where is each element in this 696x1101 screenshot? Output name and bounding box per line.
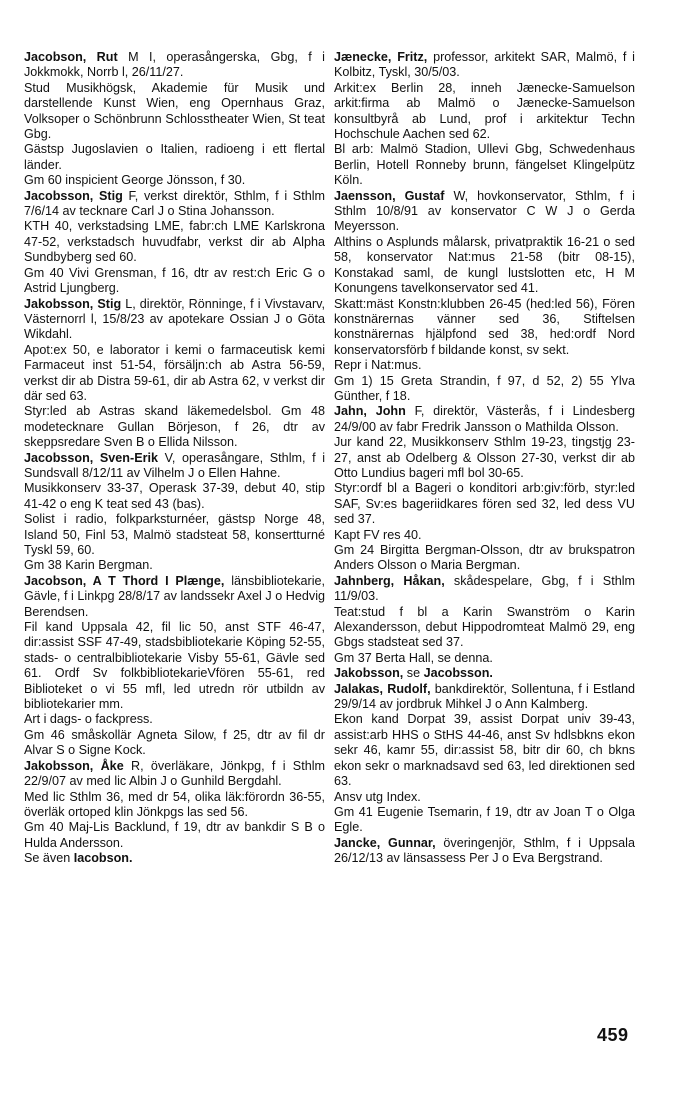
entry-lead-line <box>334 574 635 605</box>
entry-summary: F, verkst direktör, Sthlm, f i Sthlm 7/6/14 av tecknare Carl J o Stina Johansson. <box>24 188 325 219</box>
cross-ref-prefix: Se även <box>24 851 74 866</box>
entry-paragraph: Art i dags- o fackpress. <box>24 712 153 727</box>
entry-summary: M I, operasångerska, Gbg, f i Jokkmokk, Norrb l, 26/11/27. <box>24 50 325 80</box>
biography-entry <box>24 851 325 866</box>
biography-entry <box>334 189 635 405</box>
biography-entry <box>334 682 635 836</box>
entry-paragraph: KTH 40, verkstadsing LME, fabr:ch LME Karlskrona 47-52, verkstadsch huvudfabr, verkst dir ab Alpha Sundbyberg sed 60. <box>24 219 325 265</box>
biography-entry <box>24 297 325 451</box>
biography-entry <box>24 451 325 574</box>
entry-paragraph: Gm 1) 15 Greta Strandin, f 97, d 52, 2) 55 Ylva Günther, f 18. <box>334 373 635 403</box>
entry-paragraph: Fil kand Uppsala 42, fil lic 50, anst STF 46-47, dir:assist SSF 47-49, stadsbibliotekarie Köping 52-55, stads- o centralbibliotekarie Visby 55-61, Gävle sed 61. Ordf Sv folkbibliotekarieVfören 55-61, red Biblioteket o vi 55 mfl, led utredn rör utbildn av bibliotekarier mm. <box>24 620 325 712</box>
entry-lead-line <box>24 851 325 866</box>
entry-paragraph: Arkit:ex Berlin 28, inneh Jænecke-Samuelson arkit:firma ab Malmö o Jænecke-Samuelson konsultbyrå ab Lund, prof i arkitektur Techn Hochschule Aachen sed 62. <box>334 80 635 142</box>
entry-headword: Jakobsson, Åke <box>24 758 124 773</box>
entry-paragraph: Ansv utg Index. <box>334 789 421 804</box>
entry-headword: Jahnberg, Håkan, <box>334 573 445 588</box>
entry-lead-line <box>24 759 325 790</box>
entry-headword: Jænecke, Fritz, <box>334 50 428 64</box>
entry-lead-line <box>24 297 325 343</box>
entry-paragraph: Musikkonserv 33-37, Operask 37-39, debut 40, stip 41-42 o eng K teat sed 43 (bas). <box>24 481 325 511</box>
biography-entry <box>24 759 325 851</box>
entry-lead-line <box>334 404 635 435</box>
entry-headword: Jancke, Gunnar, <box>334 835 436 850</box>
entry-lead-line <box>24 50 325 81</box>
entry-headword: Jakobsson, <box>334 666 404 681</box>
entry-summary: professor, arkitekt SAR, Malmö, f i Kolbitz, Tyskl, 30/5/03. <box>334 50 635 80</box>
cross-ref-target: Jacobsson. <box>423 666 493 681</box>
entry-paragraph: Bl arb: Malmö Stadion, Ullevi Gbg, Schwedenhaus Berlin, Hotell Ronneby brunn, fängelset Klingelpütz Köln. <box>334 142 635 188</box>
entry-paragraph: Jur kand 22, Musikkonserv Sthlm 19-23, tingstjg 23-27, anst ab Odelberg & Olsson 27-30, verkst dir ab Otto Lundius bageri mfl bol 30-65. <box>334 435 635 480</box>
entry-paragraph: Gm 60 inspicient George Jönsson, f 30. <box>24 173 246 188</box>
entry-paragraph: Solist i radio, folkparksturnéer, gästsp Norge 48, Island 50, Finl 53, Malmö stadsteat 58, konsertturné Tyskl 59, 60. <box>24 512 325 557</box>
entry-paragraph: Ekon kand Dorpat 39, assist Dorpat univ 39-43, assist:arb HHS o StHS 44-46, anst Sv hdlsbkns ekon sekr 46, kamr 55, dir:assist 58, bitr dir 60, ch bkns ekon sekr o marknadsavd sed 63, led direktionen sed 63. <box>334 712 635 789</box>
biography-entry <box>334 50 635 189</box>
entry-headword: Jaensson, Gustaf <box>334 188 445 203</box>
entry-paragraph: Teat:stud f bl a Karin Swanström o Karin Alexandersson, debut Hippodromteat Malmö 29, eng Gbgs stadsteat sed 37. <box>334 604 635 650</box>
right-column <box>334 50 635 867</box>
entry-headword: Jacobson, Rut <box>24 50 118 64</box>
entry-lead-line <box>334 189 635 235</box>
biography-entry <box>24 50 325 189</box>
entry-summary: överingenjör, Sthlm, f i Uppsala 26/12/13 av länsassess Per J o Eva Bergstrand. <box>334 835 635 866</box>
entry-headword: Jakobsson, Stig <box>24 296 122 311</box>
entry-headword: Jacobsson, Stig <box>24 188 123 203</box>
page-number: 459 <box>597 1025 629 1045</box>
entry-paragraph: Gm 38 Karin Bergman. <box>24 558 153 573</box>
entry-lead-line <box>334 682 635 713</box>
entry-summary: länsbibliotekarie, Gävle, f i Linkpg 28/8/17 av landssekr Axel J o Hedvig Berendsen. <box>24 573 325 619</box>
entry-lead-line <box>24 189 325 220</box>
biography-entry <box>334 836 635 867</box>
entry-paragraph: Gm 37 Berta Hall, se denna. <box>334 650 493 665</box>
entry-paragraph: Gm 40 Vivi Grensman, f 16, dtr av rest:ch Eric G o Astrid Ljungberg. <box>24 265 325 296</box>
biography-entry <box>24 574 325 759</box>
entry-paragraph: Med lic Sthlm 36, med dr 54, olika läk:förordn 36-55, överläk ortoped klin Jönkpgs las sed 56. <box>24 789 325 819</box>
entry-paragraph: Styr:led ab Astras skand läkemedelsbol. Gm 48 modetecknare Gullan Börjeson, f 26, dtr av skeppsredare Sven B o Ellida Nilsson. <box>24 404 325 450</box>
entry-summary: R, överläkare, Jönkpg, f i Sthlm 22/9/07 av med lic Albin J o Gunhild Bergdahl. <box>24 758 325 789</box>
entry-summary: skådespelare, Gbg, f i Sthlm 11/9/03. <box>334 573 635 604</box>
entry-paragraph: Repr i Nat:mus. <box>334 358 422 373</box>
entry-paragraph: Apot:ex 50, e laborator i kemi o farmaceutisk kemi Farmaceut inst 51-54, försäljn:ch ab Astra 56-59, verkst dir ab Distra 59-61, dir ab Astra 62, v verkst dir där sed 63. <box>24 342 325 403</box>
entry-headword: Jahn, John <box>334 404 406 419</box>
entry-paragraph: Gm 41 Eugenie Tsemarin, f 19, dtr av Joan T o Olga Egle. <box>334 804 635 835</box>
entry-paragraph: Skatt:mäst Konstn:klubben 26-45 (hed:led 56), Fören konstnärernas vänner sed 36, Stiftelsen konstnärernas hjälpfond sed 38, hed:ordf Nord konservatorsförb f bildande konst, sv sekt. <box>334 296 635 357</box>
entry-headword: Jalakas, Rudolf, <box>334 681 431 696</box>
entry-summary: V, operasångare, Sthlm, f i Sundsvall 8/12/11 av Vilhelm J o Ellen Hahne. <box>24 450 325 480</box>
entry-lead-line <box>24 574 325 620</box>
entry-paragraph: Gm 40 Maj-Lis Backlund, f 19, dtr av bankdir S B o Hulda Andersson. <box>24 820 325 850</box>
biography-entry <box>334 666 635 681</box>
entry-paragraph: Althins o Asplunds målarsk, privatpraktik 16-21 o sed 58, konservator Nat:mus 21-58 (bitr 08-15), Konstakad saml, de kungl lustslotten etc, H M Konungens tavelkonservator sed 41. <box>334 234 635 296</box>
entry-headword: Jacobsson, Sven-Erik <box>24 450 158 465</box>
entry-summary: W, hovkonservator, Sthlm, f i Sthlm 10/8/91 av konservator C W J o Gerda Meyersson. <box>334 188 635 234</box>
entry-paragraph: Kapt FV res 40. <box>334 527 422 542</box>
entry-lead-line <box>334 836 635 867</box>
entry-paragraph: Gm 24 Birgitta Bergman-Olsson, dtr av brukspatron Anders Olsson o Maria Bergman. <box>334 543 635 573</box>
biography-entry <box>334 404 635 573</box>
entry-summary: L, direktör, Rönninge, f i Vivstavarv, Västernorrl l, 15/8/23 av apotekare Ossian J o Göta Wikdahl. <box>24 296 326 342</box>
entry-headword: Iacobson. <box>73 851 133 866</box>
entry-summary: bankdirektör, Sollentuna, f i Estland 29/9/14 av jordbruk Mihkel J o Ann Kalmberg. <box>334 681 636 712</box>
left-column <box>24 50 325 867</box>
biography-entry <box>24 189 325 297</box>
entry-summary: F, direktör, Västerås, f i Lindesberg 24/9/00 av fabr Fredrik Jansson o Mathilda Olsson. <box>334 404 635 434</box>
entry-summary: se <box>403 666 424 681</box>
entry-lead-line <box>334 666 635 681</box>
entry-headword: Jacobson, A T Thord I Plænge, <box>24 573 225 588</box>
entry-paragraph: Gm 46 småskollär Agneta Silow, f 25, dtr av fil dr Alvar S o Signe Kock. <box>24 727 325 758</box>
entry-lead-line <box>24 451 325 482</box>
entry-paragraph: Styr:ordf bl a Bageri o konditori arb:giv:förb, styr:led SAF, Sv:es bageriidkares fören sed 32, led dess VU sed 37. <box>334 481 635 527</box>
biography-entry <box>334 574 635 666</box>
entry-lead-line <box>334 50 635 81</box>
entry-paragraph: Stud Musikhögsk, Akademie für Musik und darstellende Kunst Wien, eng Opernhaus Graz, Volksoper o Schönbrunn Schlosstheater Wien, St teat Gbg. <box>24 80 325 142</box>
entry-paragraph: Gästsp Jugoslavien o Italien, radioeng i ett flertal länder. <box>24 142 325 172</box>
